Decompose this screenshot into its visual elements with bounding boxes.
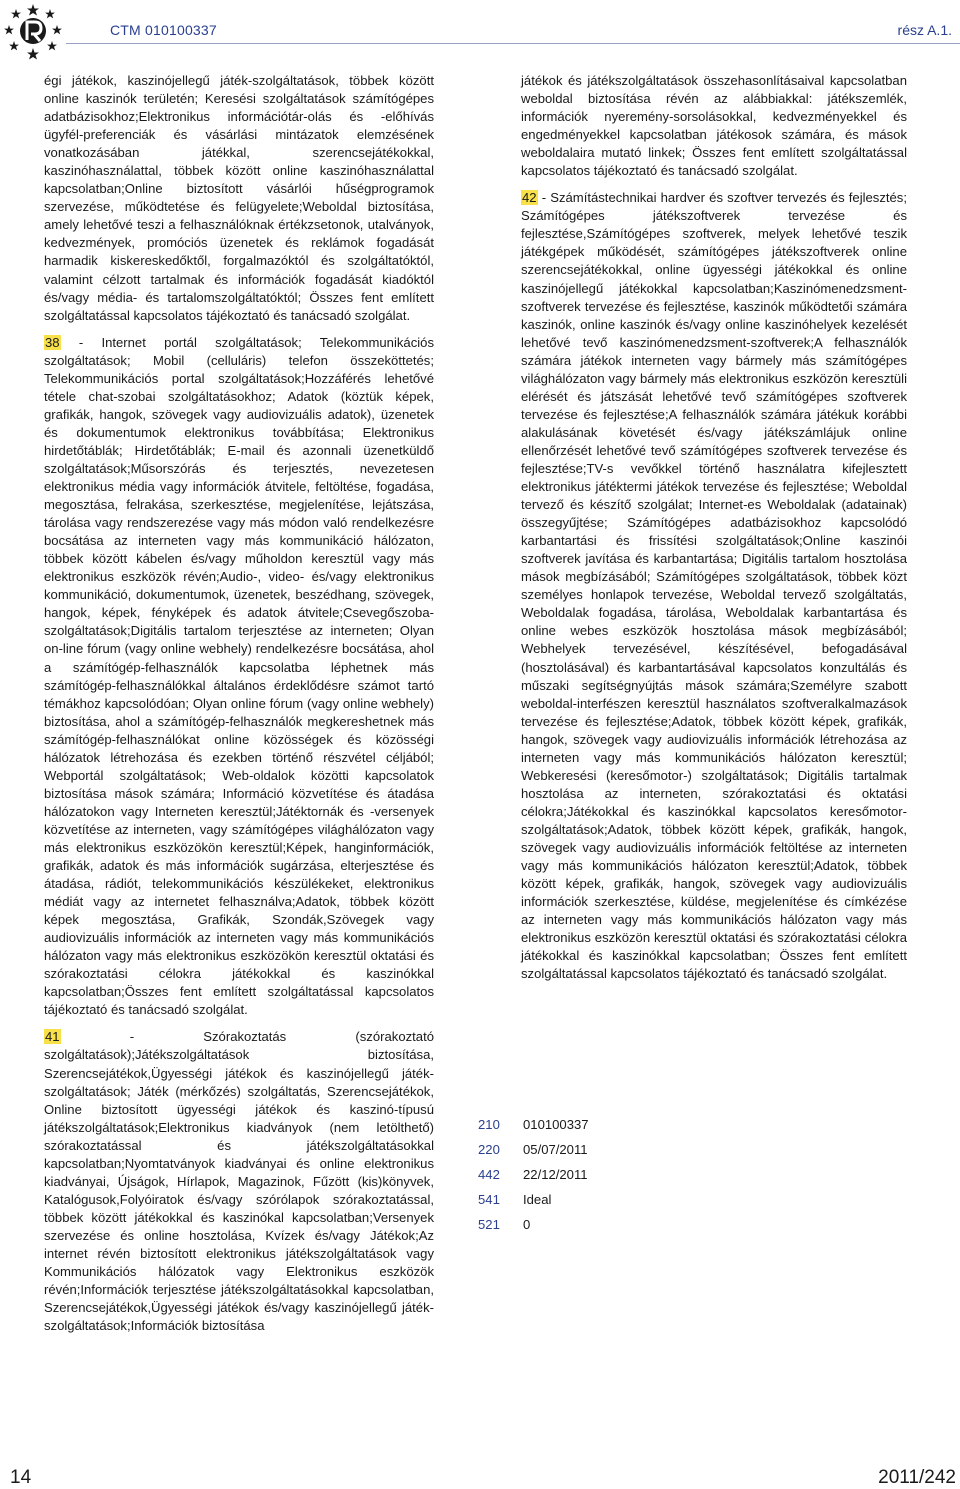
metadata-row — [478, 1187, 589, 1212]
metadata-code: 442 — [478, 1167, 500, 1182]
right-column — [521, 72, 907, 983]
class-41-paragraph — [44, 1028, 434, 1335]
left-intro-paragraph: égi játékok, kaszinójellegű játék-szolgáltatások, többek között online kaszinók területén; Keresési szolgáltatások számítógépes adatbázisokhoz;Elektronikus információtár-olás és -előhívás ügyfél-preferenciák és vásárlási mintázatok elemzésének vonatkozásában játékkal, szerencsejátékokkal, kaszinóhasználattal, többek között online kaszinóhasználattal kapcsolatban;Online biztosított vásárlói hűségprogramok szervezése, működtetése és felügyelete;Weboldal biztosítása, amely lehetővé teszi a felhasználóknak értékzsetonok, utalványok, kedvezmények, promóciós üzenetek és reklámok fogadását harmadik kiskereskedőktől, forgalmazóktól és szolgáltatóktól, valamint célzott tartalmak és információk fogadását kiadóktól és/vagy média- és tartalomszolgáltatóktól; Összes fent említett szolgáltatással kapcsolatos tájékoztató és tanácsadó szolgálat. — [44, 73, 434, 323]
metadata-list — [478, 1112, 589, 1237]
metadata-value: Ideal — [523, 1192, 552, 1207]
metadata-value: 22/12/2011 — [523, 1167, 588, 1182]
class-41-text: - Szórakoztatás (szórakoztató szolgáltatások);Játékszolgáltatások biztosítása, Szerencsejátékok,Ügyességi játékok és kaszinójellegű játék-szolgáltatások; Játék (mérkőzés) szolgáltatás, Szerencsejátékok, Online biztosított ügyességi játékok és kaszinó-típusú játékszolgáltatások;Elektronikus kiadványok (nem letölthető) szórakoztatással és játékszolgáltatásokkal kapcsolatban;Nyomtatványok kiadványai és online elektronikus kiadványai, Újságok, Hírlapok, Magazinok, Fűzött (kis)könyvek, Katalógusok,Folyóiratok és/vagy szórólapok szórakoztatással, többek között játékokkal és kaszinókal kapcsolatban;Versenyek szervezése és online hosztolása, Kvízek és/vagy Játékok;Az internet révén biztosított elektronikus játékszolgáltatások vagy Kommunikációs hálózatok vagy Elektronikus eszközök révén;Információk terjesztése játékszolgáltatásokkal kapcsolatban, Szerencsejátékok,Ügyességi játékok és/vagy kaszinójellegű játék-szolgáltatások;Információk biztosítása — [44, 1029, 434, 1334]
class-42-number: 42 — [522, 190, 537, 206]
metadata-value: 05/07/2011 — [523, 1142, 588, 1157]
right-intro-paragraph: játékok és játékszolgáltatások összehasonlításaival kapcsolatban weboldal biztosítása révén az alábbiakkal: játékszemlék, információk nyeremény-sorsolásokkal, kedvezményekkel és engedményekkel kapcsolatban játékosok számára, és mások weboldalaira mutató linkek; Összes fent említett szolgáltatással kapcsolatos tájékoztató és tanácsadó szolgálat. — [521, 73, 907, 179]
class-38-text: - Internet portál szolgáltatások; Telekommunikációs szolgáltatások; Mobil (celluláris) telefon összeköttetés; Telekommunikációs portal szolgáltatások;Hozzáférés lehetővé tétele chat-szobai szolgáltatásokhoz; Adatok (köztük képek, grafikák, hangok, szövegek vagy audiovizuális adatok), üzenetek és dokumentumok elektronikus továbbítása; Elektronikus hirdetőtáblák; Hirdetőtáblák; E-mail és azonnali üzenetküldő szolgáltatások;Műsorszórás és terjesztés, nevezetesen elektronikus média vagy információk átvitele, feltöltése, fogadása, megosztása, felrakása, szerkesztése, megjelenítése, lejátszása, tárolása vagy rendszerezése vagy más módon való rendelkezésre bocsátása az interneten vagy más kommunikáció hálózaton, többek között kábelen és/vagy műholdon keresztül vagy más elektronikus eszközök révén;Audio-, video- és/vagy elektronikus kommunikáció, dokumentumok, üzenetek, beszédhang, szövegek, hangok, képek, fényképek és adatok átvitele;Csevegőszoba-szolgáltatások;Digitális tartalom terjesztése az interneten; Olyan on-line fórum (vagy online webhely) rendelkezésre bocsátása, ahol a számítógép-felhasználók kapcsolatba léphetnek más számítógép-felhasználókkal általános érdeklődésre számot tartó témákhoz kapcsolódóan; Olyan online fórum (vagy online webhely) biztosítása, ahol a számítógép-felhasználók megkereshetnek más számítógép-felhasználókat online közösségek és közösségi hálózatok létrehozása és ezekben történő részvétel céljából; Webportál szolgáltatások; Web-oldalok közötti kapcsolatok biztosítása mások számára; Információ közvetítése és átadása hálózatokon vagy Interneten keresztül;Játéktornák és -versenyek közvetítése az interneten, vagy számítógépes világhálózaton vagy más elektronikus eszközökön keresztül;Képek, hanginformációk, grafikák, adatok és más információk sugárzása, elterjesztése és átadása, rádiót, telekommunikációs készülékeket, elektronikus médiát vagy az internetet felhasználva;Adatok, többek között képek megosztása, Grafikák, Szondák,Szövegek vagy audiovizuális információk az interneten vagy más kommunikációs hálózaton vagy más elektronikus eszközökön keresztül oktatási és szórakoztatási célokra játékokkal és kaszinókkal kapcsolatban;Összes fent említett szolgáltatással kapcsolatos tájékoztató és tanácsadó szolgálat. — [44, 334, 434, 1018]
ohim-logo-icon — [3, 1, 63, 61]
metadata-row — [478, 1112, 589, 1137]
metadata-value: 010100337 — [523, 1117, 589, 1132]
metadata-code: 541 — [478, 1192, 500, 1207]
part-label: rész A.1. — [897, 22, 952, 38]
metadata-row — [478, 1137, 589, 1162]
metadata-row — [478, 1212, 589, 1237]
document-reference: CTM 010100337 — [110, 22, 217, 38]
class-38-number: 38 — [45, 334, 60, 350]
class-42-paragraph — [521, 189, 907, 983]
class-41-number: 41 — [45, 1029, 60, 1045]
class-42-text: - Számítástechnikai hardver és szoftver tervezés és fejlesztés; Számítógépes játékszoftverek tervezése és fejlesztése,Számítógépes szoftverek, melyek lehetővé teszik játékgépek működését, számítógépes játékszoftverek online szerencsejátékokkal, online ügyességi játékokkal és online kaszinójellegű játékokkal kapcsolatban;Kaszinómenedzsment-szoftverek tervezése és fejlesztése, kaszinók működtetői számára kaszinók, online kaszinók és/vagy online kaszinóhelyek kezelését lehetővé tevő kaszinómenedzsment-szoftverek;A felhasználók számára játékok interneten vagy bármely más számítógépes világhálózaton vagy bármely más elektronikus eszközön keresztüli elérését és játszását lehetővé tevő számítógépes szoftverek tervezése és fejlesztése;A felhasználók számára játékuk korábbi alakulásának követését és/vagy játékszámlájuk online ellenőrzését lehetővé tevő számítógépes szoftverek tervezése és fejlesztése;TV-s vevőkkel történő használatra kifejlesztett elektronikus játéktermi játékok tervezése és fejlesztése; Weboldal tervező és készítő szolgálat; Internet-es Weboldalak (adatainak) összegyűjtése; Számítógépes adatbázisokhoz kapcsolódó karbantartási és frissítési szolgáltatások;Online kaszinói szoftverek javítása és karbantartása; Digitális tartalom hosztolása mások megbízásából; Számítógépes szolgáltatások, többek közt személyes honlapok tervezése, Weboldal tervező szolgáltatás, Weboldalak fogadása, tárolása, Weboldalak karbantartása és online webes eszközök hosztolása mások megbízásából; Webhelyek tervezésével, készítésével, befogadásával (hosztolásával) és karbantartásával kapcsolatos konzultálás és műszaki segítségnyújtás mások számára;Személyre szabott weboldal-interfészen keresztül használatos szoftveralkalmazások tervezése és fejlesztése;Adatok, többek között képek, grafikák, hangok, szövegek vagy audiovizuális információk létrehozása az interneten vagy más kommunikációs hálózaton keresztül; Webkeresési (keresőmotor-) szolgáltatások; Digitális tartalmak hosztolása az interneten, szórakoztatási és oktatási célokra;Játékokkal és kaszinókkal kapcsolatos keresőmotor-szolgáltatások;Adatok, többek között képek, grafikák, hangok, szövegek vagy audiovizuális információk feltöltése az interneten vagy más kommunikációs hálózaton keresztül;Adatok, többek között képek, grafikák, hangok, szövegek vagy audiovizuális információk szerkesztése, küldése, megjelenítése és címkézése az interneten vagy más kommunikációs hálózaton vagy más elektronikus eszközön keresztül oktatási és szórakoztatási célokra játékokkal és kaszinókkal kapcsolatban; Összes fent említett szolgáltatással kapcsolatos tájékoztató és tanácsadó szolgálat. — [521, 190, 907, 982]
issue-number: 2011/242 — [878, 1467, 956, 1488]
metadata-value: 0 — [523, 1217, 531, 1232]
metadata-code: 521 — [478, 1217, 500, 1232]
metadata-code: 210 — [478, 1117, 500, 1132]
page-number: 14 — [10, 1467, 32, 1488]
metadata-code: 220 — [478, 1142, 500, 1157]
metadata-row — [478, 1162, 589, 1187]
header-divider — [66, 43, 960, 44]
class-38-paragraph — [44, 334, 434, 1020]
left-column — [44, 72, 434, 1335]
